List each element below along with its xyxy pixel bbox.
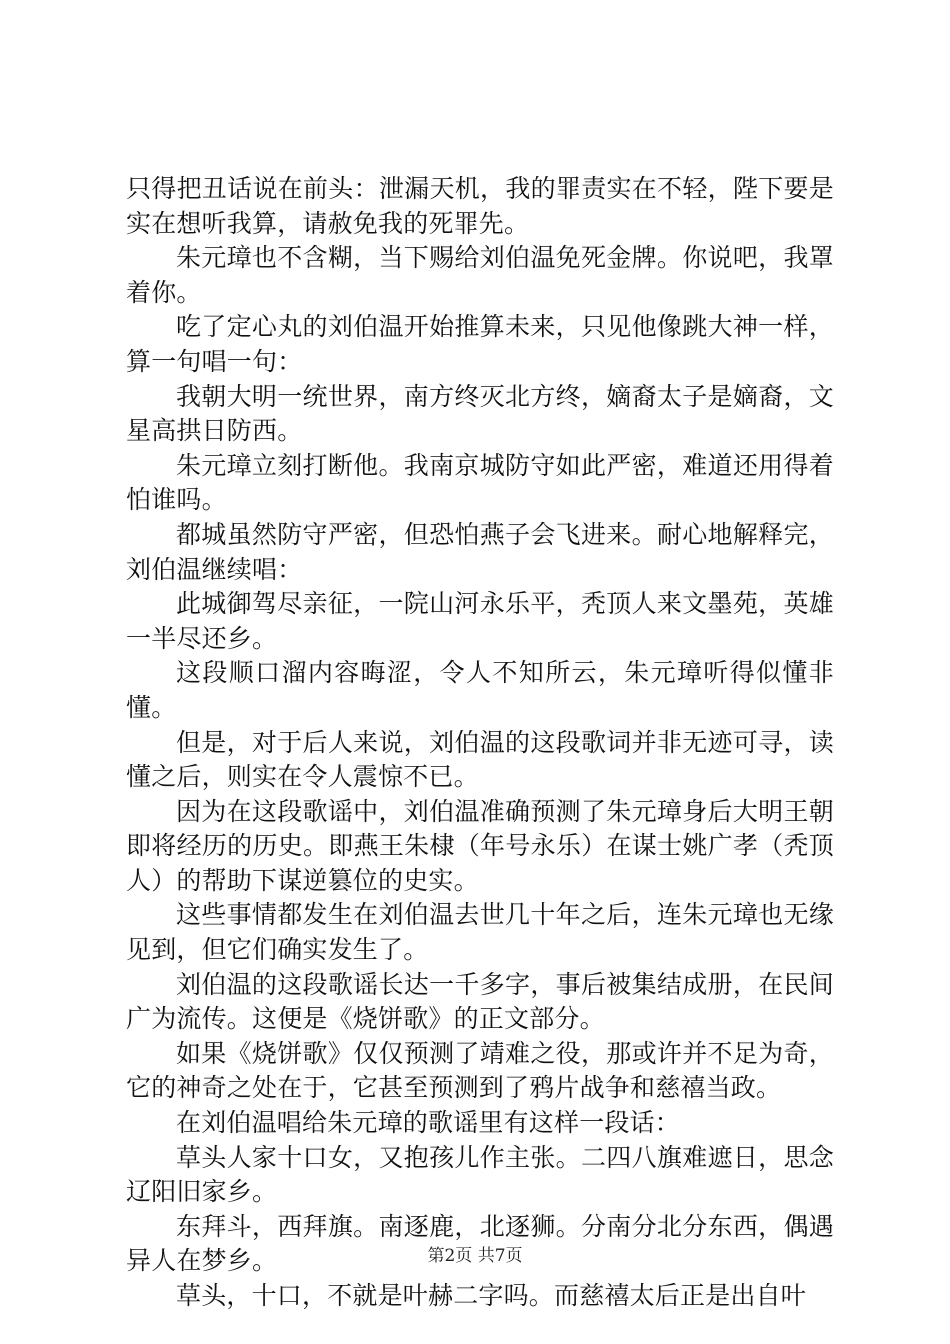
paragraph: 刘伯温的这段歌谣长达一千多字，事后被集结成册，在民间广为流传。这便是《烧饼歌》的正文部分。 [126, 969, 834, 1034]
paragraph: 这些事情都发生在刘伯温去世几十年之后，连朱元璋也无缘见到，但它们确实发生了。 [126, 900, 834, 965]
paragraph: 朱元璋也不含糊，当下赐给刘伯温免死金牌。你说吧，我罩着你。 [126, 243, 834, 307]
document-body [126, 172, 834, 1314]
paragraph: 草头人家十口女，又抱孩儿作主张。二四八旗难遮日，思念辽阳旧家乡。 [126, 1142, 834, 1207]
paragraph: 因为在这段歌谣中，刘伯温准确预测了朱元璋身后大明王朝即将经历的历史。即燕王朱棣（年号永乐）在谋士姚广孝（秃顶人）的帮助下谋逆篡位的史实。 [126, 796, 834, 895]
paragraph: 都城虽然防守严密，但恐怕燕子会飞进来。耐心地解释完，刘伯温继续唱： [126, 519, 834, 584]
paragraph: 只得把丑话说在前头：泄漏天机，我的罪责实在不轻，陛下要是实在想听我算，请赦免我的死罪先。 [126, 174, 834, 238]
paragraph: 如果《烧饼歌》仅仅预测了靖难之役，那或许并不足为奇，它的神奇之处在于，它甚至预测到了鸦片战争和慈禧当政。 [126, 1038, 834, 1103]
paragraph: 吃了定心丸的刘伯温开始推算未来，只见他像跳大神一样，算一句唱一句： [126, 312, 834, 376]
paragraph: 草头，十口，不就是叶赫二字吗。而慈禧太后正是出自叶 [176, 1281, 807, 1310]
paragraph: 这段顺口溜内容晦涩，令人不知所云，朱元璋听得似懂非懂。 [126, 658, 834, 722]
paragraph: 此城御驾尽亲征，一院山河永乐平，秃顶人来文墨苑，英雄一半尽还乡。 [126, 589, 834, 653]
paragraph: 但是，对于后人来说，刘伯温的这段歌词并非无迹可寻，读懂之后，则实在令人震惊不已。 [126, 727, 834, 792]
paragraph: 我朝大明一统世界，南方终灭北方终，嫡裔太子是嫡裔，文星高拱日防西。 [126, 381, 834, 446]
paragraph: 在刘伯温唱给朱元璋的歌谣里有这样一段话： [176, 1108, 681, 1138]
paragraph: 朱元璋立刻打断他。我南京城防守如此严密，难道还用得着怕谁吗。 [126, 450, 834, 515]
paragraph: 东拜斗，西拜旗。南逐鹿，北逐狮。分南分北分东西，偶遇异人在梦乡。 [126, 1211, 834, 1276]
page-footer: 第2页 共7页 [427, 1246, 523, 1266]
